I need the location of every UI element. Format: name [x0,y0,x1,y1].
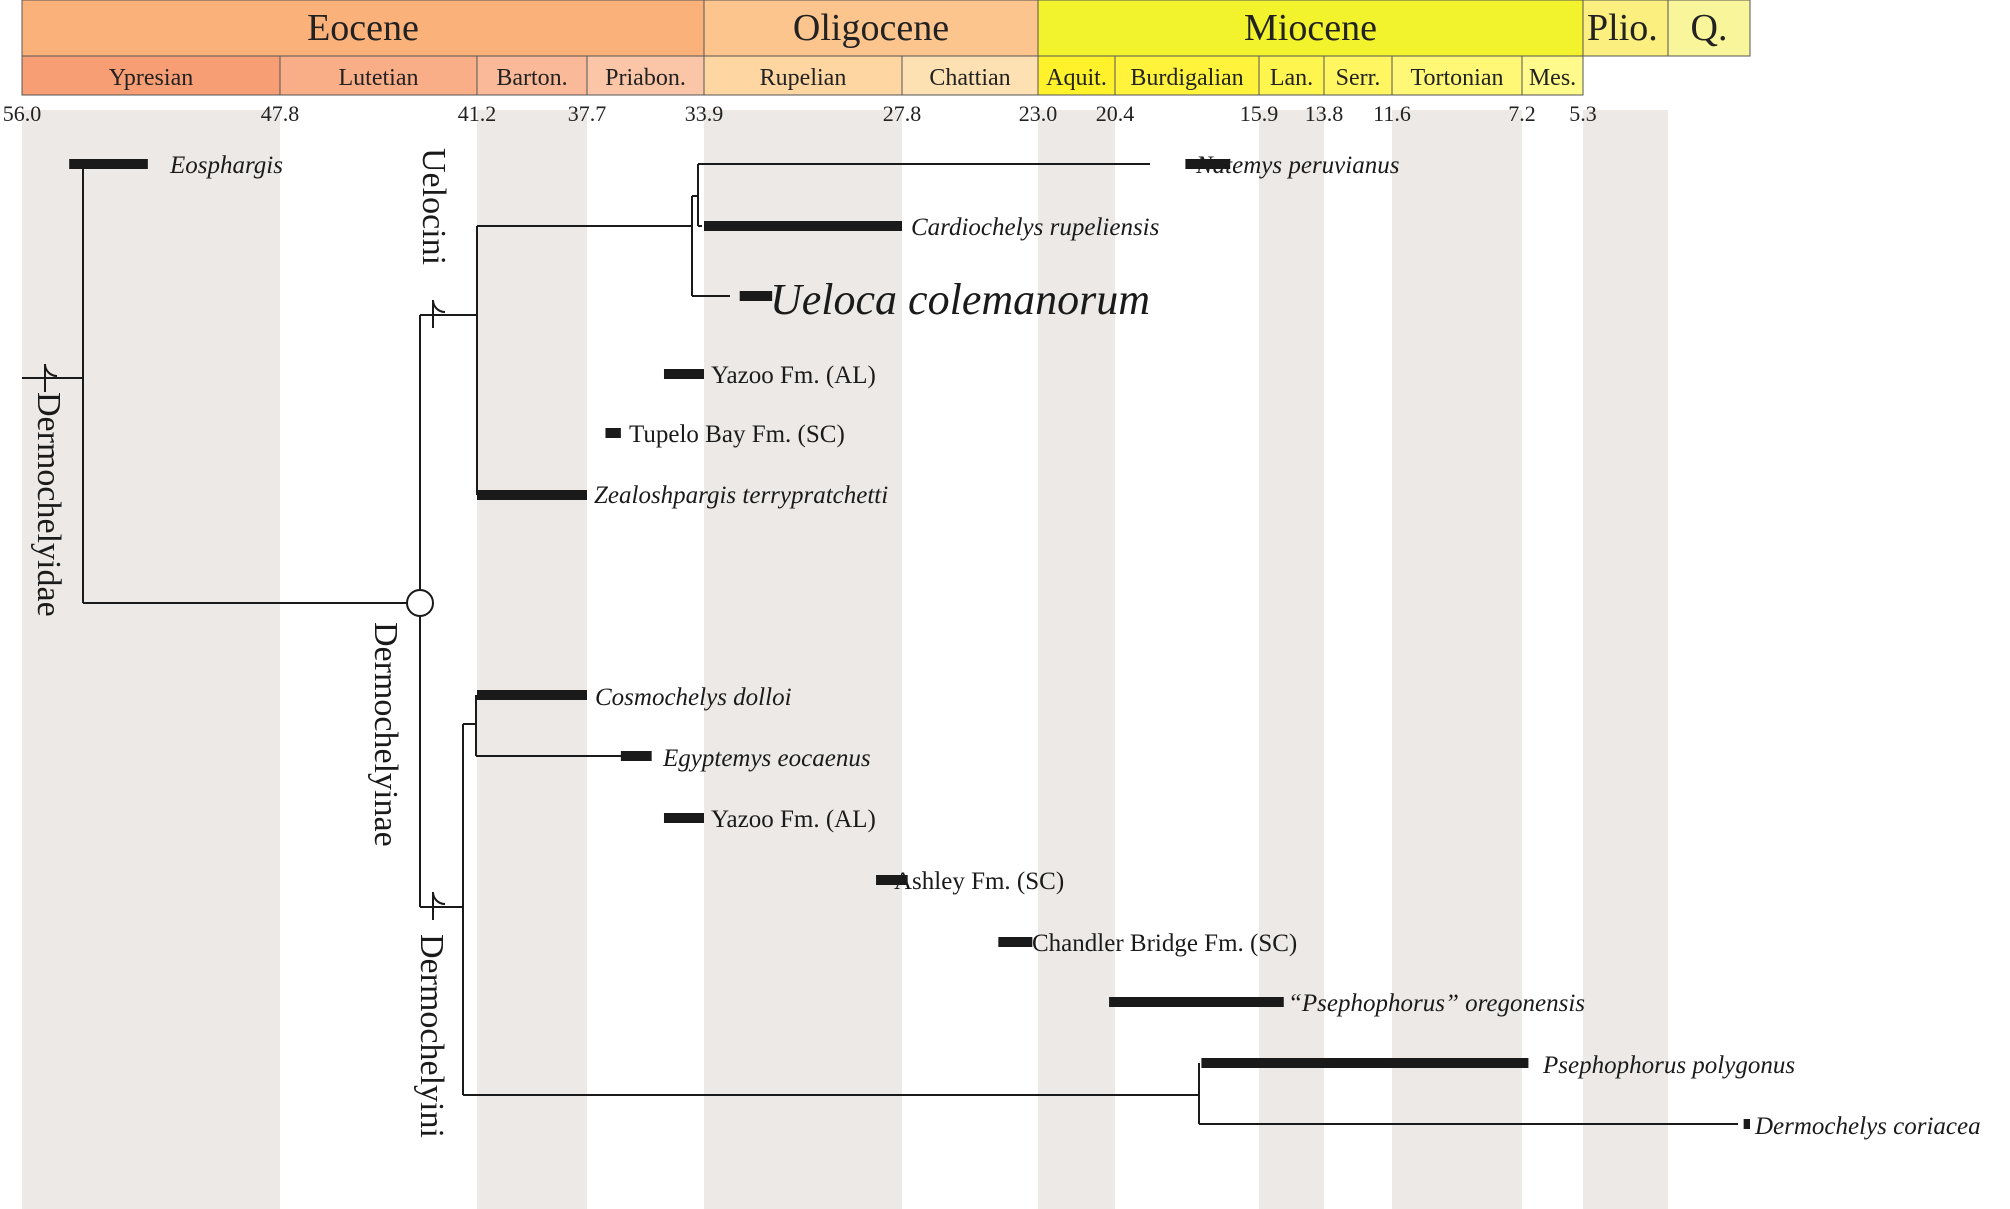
epoch-label-oligocene: Oligocene [792,7,950,49]
epoch-label-eocene: Eocene [307,7,419,49]
age-tick-label: 27.8 [882,101,922,126]
stage-label-chattian: Chattian [929,65,1011,91]
stage-band [1259,110,1324,1209]
stage-band [1392,110,1522,1209]
taxon-label-zealoshpargis: Zealoshpargis terrypratchetti [594,482,889,509]
taxon-label-egyptemys: Egyptemys eocaenus [663,745,871,772]
age-tick-label: 56.0 [2,101,42,126]
taxon-label-dermochelys: Dermochelys coriacea [1755,1113,1981,1140]
stage-label-rupelian: Rupelian [759,65,847,91]
clade-label-uelocini: Uelocini [415,148,452,266]
age-tick-label: 20.4 [1095,101,1135,126]
range-bar [605,428,620,438]
range-bar [621,751,652,761]
age-tick-label: 33.9 [684,101,724,126]
stage-label-langhian: Lan. [1269,65,1314,91]
range-bar [998,937,1032,947]
range-bar [704,221,902,231]
stage-label-ypresian: Ypresian [108,65,194,91]
taxon-label-yazoo-2: Yazoo Fm. (AL) [711,806,876,833]
taxon-label-ueloca: Ueloca colemanorum [770,275,1151,324]
age-tick-label: 23.0 [1018,101,1058,126]
epoch-label-quaternary: Q. [1690,7,1728,49]
taxon-label-tupelo-bay: Tupelo Bay Fm. (SC) [629,421,845,448]
clade-label-dermochelyinae: Dermochelyinae [367,622,404,847]
stage-band [22,110,280,1209]
range-bar [1744,1119,1750,1129]
stage-label-serravallian: Serr. [1335,65,1381,91]
taxon-label-eosphargis: Eosphargis [170,152,283,179]
stage-band [1583,110,1668,1209]
stage-label-priabonian: Priabon. [605,65,686,91]
age-tick-label: 47.8 [260,101,300,126]
age-tick-label: 7.2 [1508,101,1536,126]
age-tick-label: 41.2 [457,101,497,126]
taxon-label-yazoo-1: Yazoo Fm. (AL) [711,362,876,389]
clade-label-dermochelyini: Dermochelyini [413,934,450,1138]
stage-label-burdigalian: Burdigalian [1130,65,1244,91]
taxon-label-cosmochelys: Cosmochelys dolloi [595,684,792,711]
epoch-header [22,0,1750,56]
range-bar [1201,1058,1528,1068]
taxon-label-psephophorus-oregonensis: “Psephophorus” oregonensis [1288,990,1586,1017]
taxon-label-ashley: Ashley Fm. (SC) [894,868,1065,895]
taxon-label-psephophorus-polygonus: Psephophorus polygonus [1543,1052,1796,1079]
range-bar [477,490,587,500]
node-marker-dermochelyinae [407,590,433,616]
taxon-label-cardiochelys: Cardiochelys rupeliensis [911,214,1160,241]
stage-label-messinian: Mes. [1528,65,1577,91]
stage-label-bartonian: Barton. [496,65,568,91]
stage-label-tortonian: Tortonian [1410,65,1504,91]
epoch-label-pliocene: Plio. [1587,7,1658,49]
taxon-label-natemys: Natemys peruvianus [1196,152,1400,179]
epoch-label-miocene: Miocene [1244,7,1377,49]
range-bar [477,690,587,700]
age-tick-label: 5.3 [1569,101,1597,126]
range-bar [69,159,148,169]
stage-header [22,56,1583,95]
stage-band [477,110,587,1209]
clade-label-dermochelyidae: Dermochelyidae [30,392,67,617]
range-bar [740,291,772,301]
range-bar [1109,997,1284,1007]
taxon-label-chandler-bridge: Chandler Bridge Fm. (SC) [1032,930,1298,957]
stage-label-aquitanian: Aquit. [1046,65,1107,91]
stage-label-lutetian: Lutetian [338,65,419,91]
age-tick-label: 37.7 [567,101,607,126]
range-bar [664,369,704,379]
range-bar [664,813,704,823]
age-tick-label: 13.8 [1304,101,1344,126]
age-tick-label: 15.9 [1239,101,1279,126]
age-tick-label: 11.6 [1373,101,1411,126]
